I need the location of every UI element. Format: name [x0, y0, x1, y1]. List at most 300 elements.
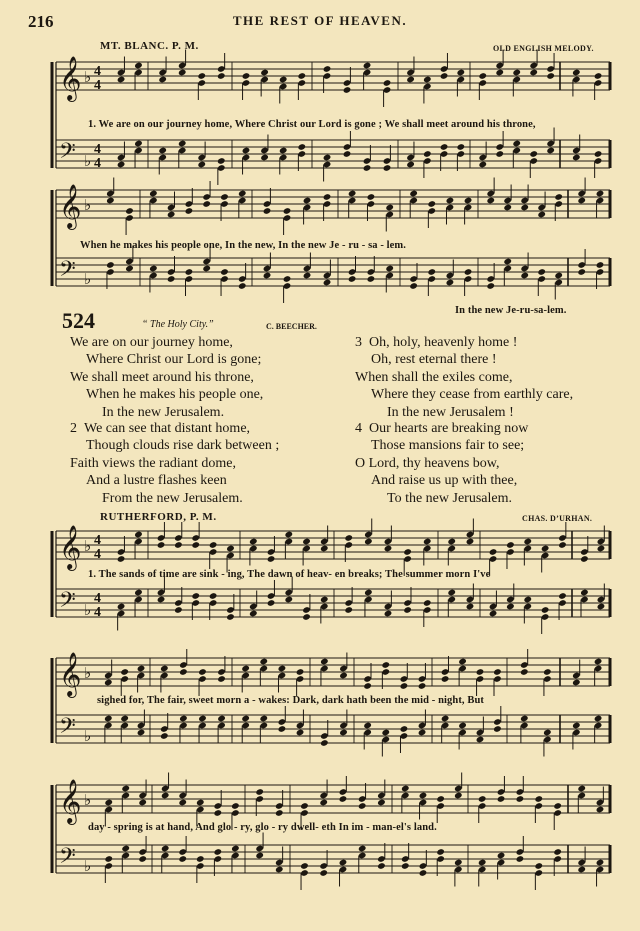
note-head — [572, 69, 581, 77]
stanza-line: 2 We can see that distant home, — [70, 421, 251, 436]
note-head — [323, 193, 332, 201]
time-signature: 4 — [94, 142, 101, 157]
note-head — [456, 69, 465, 77]
note-head — [120, 715, 129, 723]
note-head — [520, 204, 529, 212]
note-head — [423, 150, 432, 158]
note-head — [440, 72, 449, 80]
note-head — [202, 200, 211, 208]
note-head — [344, 534, 353, 542]
note-head — [489, 548, 498, 556]
note-head — [125, 265, 134, 273]
note-head — [134, 62, 143, 70]
note-head — [363, 682, 372, 690]
note-head — [339, 672, 348, 680]
stanza-line: In the new Jerusalem ! — [387, 404, 514, 420]
note-head — [577, 197, 586, 205]
note-head — [231, 845, 240, 853]
note-head — [339, 729, 348, 737]
note-head — [493, 725, 502, 733]
note-head — [403, 606, 412, 614]
note-head — [543, 729, 552, 737]
note-head — [275, 866, 284, 874]
note-head — [478, 859, 487, 867]
tune-name-mt-blanc: MT. BLANC. P. M. — [100, 40, 199, 52]
note-head — [363, 722, 372, 730]
running-title: THE REST OF HEAVEN. — [232, 13, 408, 28]
note-head — [260, 154, 269, 162]
stanza-line: Oh, rest eternal there ! — [371, 352, 497, 368]
note-head — [160, 665, 169, 673]
flat-icon: ♭ — [84, 270, 92, 288]
note-head — [191, 592, 200, 600]
stanza-number: 4 — [355, 421, 362, 436]
note-head — [242, 72, 251, 80]
note-head — [303, 197, 312, 205]
stanza-line: Though clouds rise dark between ; — [86, 438, 280, 454]
note-head — [302, 613, 311, 621]
note-head — [213, 848, 222, 856]
note-head — [543, 668, 552, 676]
note-head — [226, 613, 235, 621]
note-head — [403, 548, 412, 556]
note-head — [226, 545, 235, 553]
note-head — [178, 855, 187, 863]
note-head — [279, 147, 288, 155]
note-head — [344, 606, 353, 614]
note-head — [238, 190, 247, 198]
note-head — [554, 272, 563, 280]
note-head — [104, 679, 113, 687]
note-head — [179, 668, 188, 676]
stanza-4 — [355, 420, 528, 507]
note-head — [267, 599, 276, 607]
note-head — [594, 72, 603, 80]
note-head — [572, 679, 581, 687]
note-head — [358, 845, 367, 853]
note-head — [209, 592, 218, 600]
note-head — [117, 555, 126, 563]
note-head — [418, 682, 427, 690]
note-head — [319, 869, 328, 877]
note-head — [594, 715, 603, 723]
note-head — [478, 161, 487, 169]
note-head — [202, 265, 211, 273]
note-head — [198, 715, 207, 723]
note-head — [158, 76, 167, 84]
note-head — [580, 555, 589, 563]
note-head — [296, 729, 305, 737]
flat-icon: ♭ — [84, 727, 92, 745]
note-head — [217, 715, 226, 723]
stanza-line: From the new Jerusalem. — [102, 490, 243, 506]
note-head — [384, 545, 393, 553]
note-head — [446, 197, 455, 205]
note-head — [303, 272, 312, 280]
note-head — [503, 204, 512, 212]
stanza-line: We are on our journey home, — [70, 335, 233, 350]
note-head — [198, 668, 207, 676]
stanza-number: 2 — [70, 421, 77, 436]
tune2-lyric-line1: 1. The sands of time are sink - ing, The dawn of heav- en breaks; The summer morn I've — [88, 569, 491, 580]
note-head — [456, 143, 465, 151]
note-head — [529, 69, 538, 77]
note-head — [385, 265, 394, 273]
note-head — [486, 282, 495, 290]
note-head — [381, 729, 390, 737]
stanza-line: And raise us up with thee, — [371, 473, 518, 489]
note-head — [423, 76, 432, 84]
note-head — [377, 799, 386, 807]
note-head — [401, 785, 410, 793]
note-head — [495, 150, 504, 158]
hymn-source: “ The Holy City.” — [142, 319, 214, 330]
tune-name-rutherford: RUTHERFORD, P. M. — [100, 511, 217, 523]
note-head — [213, 809, 222, 817]
note-head — [149, 265, 158, 273]
note-head — [178, 799, 187, 807]
note-head — [343, 86, 352, 94]
note-head — [385, 204, 394, 212]
note-head — [137, 729, 146, 737]
note-head — [497, 795, 506, 803]
note-head — [320, 658, 329, 666]
note-head — [419, 792, 428, 800]
time-signature: 4 — [94, 533, 101, 548]
note-head — [242, 147, 251, 155]
treble-clef-icon: 𝄞 — [59, 184, 82, 228]
note-head — [267, 555, 276, 563]
note-head — [596, 806, 605, 814]
note-head — [197, 72, 206, 80]
note-head — [554, 193, 563, 201]
note-head — [553, 802, 562, 810]
note-head — [503, 258, 512, 266]
note-head — [580, 589, 589, 597]
note-head — [209, 541, 218, 549]
note-head — [300, 862, 309, 870]
note-head — [512, 69, 521, 77]
note-head — [577, 268, 586, 276]
note-head — [323, 154, 332, 162]
note-head — [217, 72, 226, 80]
note-head — [300, 802, 309, 810]
note-head — [279, 76, 288, 84]
stanza-line: To the new Jerusalem. — [387, 490, 512, 506]
hymn-author: C. BEECHER. — [266, 322, 317, 331]
flat-icon: ♭ — [84, 857, 92, 875]
note-head — [383, 79, 392, 87]
hymn-number: 524 — [62, 308, 95, 333]
note-head — [478, 72, 487, 80]
note-head — [381, 661, 390, 669]
treble-clef-icon: 𝄞 — [59, 652, 82, 696]
note-head — [516, 795, 525, 803]
note-head — [427, 200, 436, 208]
note-head — [278, 665, 287, 673]
note-head — [516, 855, 525, 863]
bass-clef-icon: 𝄢 — [59, 844, 76, 874]
note-head — [137, 665, 146, 673]
note-head — [320, 739, 329, 747]
note-head — [121, 785, 130, 793]
note-head — [423, 538, 432, 546]
stanza-line: And a lustre flashes keen — [86, 473, 227, 489]
note-head — [185, 268, 194, 276]
tune1-lyric-line2-bass: In the new Je-ru-sa-lem. — [455, 305, 567, 316]
tune2-lyric-line2: sighed for, The fair, sweet morn a - wakes: Dark, dark hath been the mid - night, But — [97, 695, 485, 706]
note-head — [157, 596, 166, 604]
time-signature: 4 — [94, 547, 101, 562]
note-head — [464, 197, 473, 205]
note-head — [263, 207, 272, 215]
note-head — [197, 161, 206, 169]
note-head — [596, 859, 605, 867]
note-head — [320, 545, 329, 553]
note-head — [367, 275, 376, 283]
note-head — [283, 207, 292, 215]
note-head — [117, 603, 126, 611]
note-head — [283, 275, 292, 283]
stanza-line: 3 Oh, holy, heavenly home ! — [355, 335, 518, 350]
tune-composer-mt-blanc: OLD ENGLISH MELODY. — [493, 44, 594, 53]
note-head — [217, 157, 226, 165]
note-head — [121, 845, 130, 853]
note-head — [138, 855, 147, 863]
treble-clef-icon: 𝄞 — [59, 56, 82, 100]
note-head — [466, 538, 475, 546]
note-head — [464, 268, 473, 276]
stanza-3 — [355, 334, 573, 421]
note-head — [260, 69, 269, 77]
note-head — [401, 862, 410, 870]
stanza-2 — [70, 420, 279, 507]
note-head — [367, 193, 376, 201]
note-head — [577, 785, 586, 793]
stanza-number: 3 — [355, 335, 362, 350]
note-head — [458, 658, 467, 666]
note-head — [160, 732, 169, 740]
note-head — [348, 190, 357, 198]
flat-icon: ♭ — [84, 152, 92, 170]
note-head — [138, 799, 147, 807]
note-head — [400, 682, 409, 690]
note-head — [161, 845, 170, 853]
note-head — [343, 150, 352, 158]
note-head — [296, 668, 305, 676]
note-head — [506, 603, 515, 611]
note-head — [440, 143, 449, 151]
note-head — [196, 855, 205, 863]
note-head — [134, 531, 143, 539]
note-head — [339, 795, 348, 803]
tune1-lyric-line1: 1. We are on our journey home, Where Christ our Lord is gone ; We shall meet around his throne, — [88, 119, 536, 130]
note-head — [104, 799, 113, 807]
note-head — [179, 715, 188, 723]
bass-clef-icon: 𝄢 — [59, 139, 76, 169]
stanza-line: We shall meet around his throne, — [70, 369, 254, 385]
note-head — [319, 799, 328, 807]
note-head — [594, 150, 603, 158]
note-head — [364, 589, 373, 597]
note-head — [255, 788, 264, 796]
note-head — [238, 282, 247, 290]
bass-clef-icon: 𝄢 — [59, 257, 76, 287]
flat-icon: ♭ — [84, 196, 92, 214]
note-head — [161, 792, 170, 800]
note-head — [534, 795, 543, 803]
note-head — [241, 715, 250, 723]
note-head — [596, 261, 605, 269]
note-head — [364, 538, 373, 546]
note-head — [363, 164, 372, 172]
note-head — [406, 161, 415, 169]
note-head — [436, 795, 445, 803]
note-head — [476, 736, 485, 744]
note-head — [534, 862, 543, 870]
note-head — [220, 268, 229, 276]
note-head — [597, 603, 606, 611]
note-head — [596, 190, 605, 198]
note-head — [558, 592, 567, 600]
note-head — [178, 140, 187, 148]
note-head — [278, 725, 287, 733]
note-head — [104, 855, 113, 863]
note-head — [383, 164, 392, 172]
time-signature: 4 — [94, 78, 101, 93]
note-head — [572, 154, 581, 162]
note-head — [537, 211, 546, 219]
note-head — [520, 715, 529, 723]
note-head — [117, 76, 126, 84]
note-head — [541, 606, 550, 614]
note-head — [486, 197, 495, 205]
note-head — [495, 69, 504, 77]
stanza-line: Those mansions fair to see; — [371, 438, 525, 454]
note-head — [284, 596, 293, 604]
flat-icon: ♭ — [84, 537, 92, 555]
note-head — [441, 675, 450, 683]
note-head — [418, 729, 427, 737]
note-head — [493, 668, 502, 676]
stanza-line: Where Christ our Lord is gone; — [86, 352, 262, 368]
note-head — [597, 545, 606, 553]
note-head — [323, 65, 332, 73]
note-head — [423, 599, 432, 607]
tune-composer-rutherford: CHAS. D’URHAN. — [522, 514, 593, 523]
time-signature: 4 — [94, 591, 101, 606]
note-head — [134, 589, 143, 597]
note-head — [419, 869, 428, 877]
note-head — [497, 852, 506, 860]
note-head — [241, 665, 250, 673]
note-head — [523, 596, 532, 604]
note-head — [409, 282, 418, 290]
note-head — [466, 603, 475, 611]
treble-clef-icon: 𝄞 — [59, 779, 82, 823]
flat-icon: ♭ — [84, 601, 92, 619]
note-head — [191, 541, 200, 549]
bass-clef-icon: 𝄢 — [59, 714, 76, 744]
note-head — [427, 268, 436, 276]
note-head — [529, 150, 538, 158]
note-head — [476, 668, 485, 676]
stanza-line: In the new Jerusalem. — [102, 404, 225, 420]
note-head — [523, 538, 532, 546]
note-head — [185, 207, 194, 215]
note-head — [520, 668, 529, 676]
stanza-line: 4 Our hearts are breaking now — [355, 421, 529, 436]
note-head — [149, 190, 158, 198]
note-head — [489, 610, 498, 618]
note-head — [117, 161, 126, 169]
note-head — [478, 795, 487, 803]
note-head — [259, 658, 268, 666]
note-head — [275, 809, 284, 817]
note-head — [134, 140, 143, 148]
note-head — [454, 859, 463, 867]
note-head — [594, 658, 603, 666]
note-head — [196, 799, 205, 807]
note-head — [363, 62, 372, 70]
note-head — [436, 848, 445, 856]
stanza-1 — [70, 334, 263, 421]
note-head — [302, 538, 311, 546]
note-head — [217, 675, 226, 683]
note-head — [377, 862, 386, 870]
note-head — [297, 143, 306, 151]
note-head — [120, 668, 129, 676]
note-head — [231, 802, 240, 810]
note-head — [541, 545, 550, 553]
note-head — [249, 538, 258, 546]
note-head — [572, 722, 581, 730]
note-head — [512, 140, 521, 148]
note-head — [446, 279, 455, 287]
note-head — [384, 610, 393, 618]
flat-icon: ♭ — [84, 664, 92, 682]
bass-clef-icon: 𝄢 — [59, 588, 76, 618]
note-head — [284, 531, 293, 539]
flat-icon: ♭ — [84, 791, 92, 809]
note-head — [406, 76, 415, 84]
note-head — [259, 715, 268, 723]
note-head — [409, 190, 418, 198]
note-head — [220, 193, 229, 201]
note-head — [297, 72, 306, 80]
note-head — [104, 715, 113, 723]
note-head — [320, 596, 329, 604]
note-head — [537, 268, 546, 276]
stanza-line: Faith views the radiant dome, — [70, 455, 237, 471]
treble-clef-icon: 𝄞 — [59, 525, 82, 569]
note-head — [458, 722, 467, 730]
note-head — [358, 802, 367, 810]
note-head — [506, 541, 515, 549]
note-head — [174, 541, 183, 549]
note-head — [158, 147, 167, 155]
note-head — [178, 69, 187, 77]
note-head — [454, 792, 463, 800]
note-head — [106, 197, 115, 205]
note-head — [167, 275, 176, 283]
note-head — [447, 538, 456, 546]
note-head — [263, 272, 272, 280]
note-head — [546, 72, 555, 80]
tune2-lyric-line3: day - spring is at hand, And glo - ry, glo - ry dwell- eth In im - man-el's land. — [88, 822, 437, 833]
note-head — [400, 725, 409, 733]
note-head — [174, 606, 183, 614]
